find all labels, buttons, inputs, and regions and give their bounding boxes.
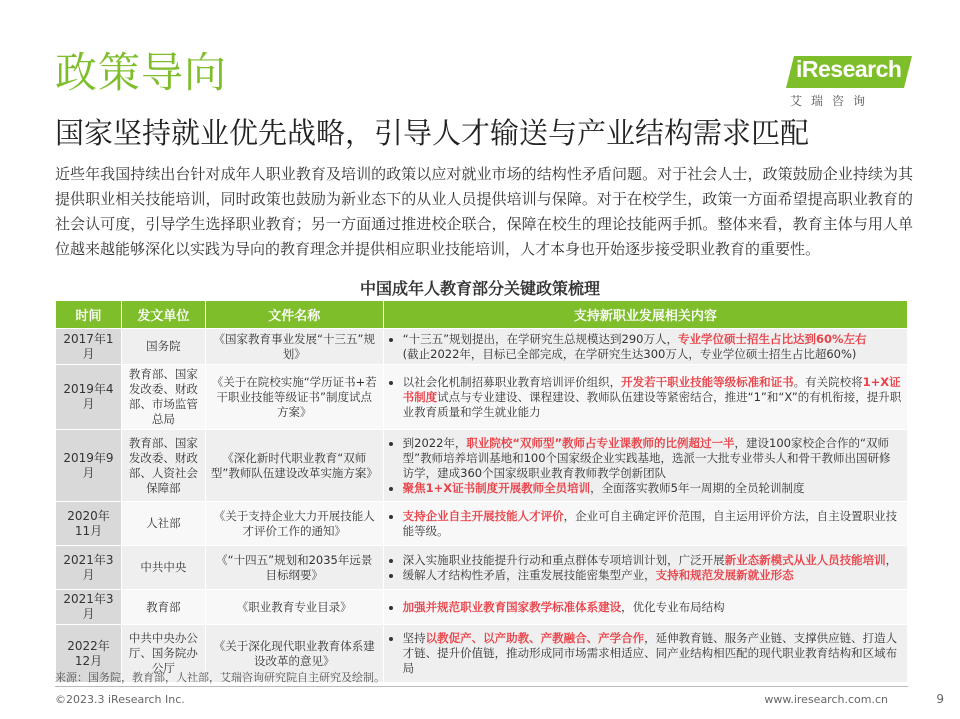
content-bullet: • 到2022年，职业院校“双师型”教师占专业课教师的比例超过一半，建设100家校企合作的“双师型”教师培养培训基地和100个国家级企业实践基地，选派一大批专业带头人和骨干教师出国研修访学，建成360个国家级职业教育教师教学创新团队	[403, 436, 902, 481]
highlight-text: 专业学位硕士招生占比达到60%左右	[678, 331, 867, 346]
table-row	[56, 546, 908, 590]
page-title: 政策导向	[55, 48, 228, 97]
highlight-text: 新业态新模式从业人员技能培训	[724, 552, 886, 567]
content-bullet: • 聚焦1+X证书制度开展教师全员培训，全面落实教师5年一周期的全员轮训制度	[403, 481, 902, 496]
highlight-text: 职业院校“双师型”教师占专业课教师的比例超过一半	[466, 435, 735, 450]
cell-unit: 中共中央	[121, 546, 205, 590]
cell-time: 2021年3月	[56, 546, 122, 590]
table-row	[56, 365, 908, 430]
header-doc: 文件名称	[205, 301, 383, 329]
footer-url: www.iresearch.com.cn	[764, 693, 888, 706]
cell-unit: 教育部、国家发改委、财政部、人资社会保障部	[121, 430, 205, 502]
highlight-text: 开发若干职业技能等级标准和证书	[621, 374, 794, 389]
cell-content	[383, 430, 907, 502]
page-subtitle: 国家坚持就业优先战略，引导人才输送与产业结构需求匹配	[55, 116, 810, 150]
policy-table	[55, 300, 908, 683]
cell-time: 2017年1月	[56, 329, 122, 365]
cell-content	[383, 329, 907, 365]
cell-content	[383, 590, 907, 625]
intro-paragraph: 近些年我国持续出台针对成年人职业教育及培训的政策以应对就业市场的结构性矛盾问题。对于社会人士，政策鼓励企业持续为其提供职业相关技能培训，同时政策也鼓励为新业态下的从业人员提供培训与保障。对于在校学生，政策一方面希望提高职业教育的社会认可度，引导学生选择职业教育；另一方面通过推进校企联合，保障在校生的理论技能两手抓。整体来看，教育主体与用人单位越来越能够深化以实践为导向的教育理念并提供相应职业技能培训，人才本身也开始逐步接受职业教育的重要性。	[55, 165, 913, 258]
cell-content	[383, 365, 907, 430]
table-row	[56, 502, 908, 546]
cell-doc: 《关于支持企业大力开展技能人才评价工作的通知》	[205, 502, 383, 546]
logo-subtext: 艾瑞咨询	[790, 94, 875, 108]
table-row	[56, 430, 908, 502]
cell-unit: 教育部	[121, 590, 205, 625]
iresearch-logo	[790, 50, 915, 110]
table-title: 中国成年人教育部分关键政策梳理	[359, 279, 600, 298]
table-header-row	[56, 301, 908, 329]
header-unit: 发文单位	[121, 301, 205, 329]
cell-content	[383, 546, 907, 590]
cell-content	[383, 502, 907, 546]
cell-doc: 《国家教育事业发展“十三五”规划》	[205, 329, 383, 365]
cell-time: 2020年11月	[56, 502, 122, 546]
header-content: 支持新职业发展相关内容	[383, 301, 907, 329]
cell-time: 2022年12月	[56, 625, 122, 683]
cell-doc: 《深化新时代职业教育“双师型”教师队伍建设改革实施方案》	[205, 430, 383, 502]
content-bullet: • 坚持以教促产、以产助教、产教融合、产学合作，延伸教育链、服务产业链、支撑供应链、打造人才链、提升价值链，推动形成同市场需求相适应、同产业结构相匹配的现代职业教育结构和区域布局	[403, 631, 902, 676]
page-number: 9	[936, 692, 944, 706]
highlight-text: 支持和规范发展新就业形态	[655, 567, 794, 582]
cell-doc: 《职业教育专业目录》	[205, 590, 383, 625]
cell-time: 2019年4月	[56, 365, 122, 430]
cell-doc: 《“十四五”规划和2035年远景目标纲要》	[205, 546, 383, 590]
content-bullet: • 支持企业自主开展技能人才评价，企业可自主确定评价范围，自主运用评价方法，自主设置职业技能等级。	[403, 509, 902, 539]
table-row	[56, 590, 908, 625]
logo-text: iResearch	[796, 56, 902, 82]
content-bullet: • 深入实施职业技能提升行动和重点群体专项培训计划，广泛开展新业态新模式从业人员技能培训，	[403, 553, 902, 568]
content-bullet: • “十三五”规划提出，在学研究生总规模达到290万人，专业学位硕士招生占比达到60%左右 (截止2022年，目标已全部完成，在学研究生达300万人，专业学位硕士招生占比超60%)	[403, 332, 902, 362]
highlight-text: 支持企业自主开展技能人才评价	[402, 508, 564, 523]
highlight-text: 加强并规范职业教育国家教学标准体系建设	[402, 599, 622, 614]
cell-doc: 《关于深化现代职业教育体系建设改革的意见》	[205, 625, 383, 683]
highlight-text: 聚焦1+X证书制度开展教师全员培训	[402, 480, 591, 495]
cell-unit: 国务院	[121, 329, 205, 365]
source-note: 来源：国务院，教育部，人社部，艾瑞咨询研究院自主研究及绘制。	[55, 671, 385, 684]
highlight-text: 1+X证书制度	[402, 374, 901, 404]
header-time: 时间	[56, 301, 122, 329]
highlight-text: 以教促产、以产助教、产教融合、产学合作	[425, 631, 645, 645]
cell-time: 2019年9月	[56, 430, 122, 502]
cell-unit: 人社部	[121, 502, 205, 546]
cell-unit: 中共中央办公厅、国务院办公厅	[121, 625, 205, 683]
content-bullet: • 以社会化机制招募职业教育培训评价组织，开发若干职业技能等级标准和证书。有关院校将1+X证书制度试点与专业建设、课程建设、教师队伍建设等紧密结合，推进“1”和“X”的有机衔接，提升职业教育质量和学生就业能力	[403, 375, 902, 420]
footer-divider	[55, 686, 908, 687]
content-bullet: • 加强并规范职业教育国家教学标准体系建设，优化专业布局结构	[403, 600, 902, 615]
cell-doc: 《关于在院校实施“学历证书+若干职业技能等级证书”制度试点方案》	[205, 365, 383, 430]
cell-content	[383, 625, 907, 683]
cell-time: 2021年3月	[56, 590, 122, 625]
table-row	[56, 329, 908, 365]
content-bullet: • 缓解人才结构性矛盾，注重发展技能密集型产业，支持和规范发展新就业形态	[403, 568, 902, 583]
footer-copyright: ©2023.3 iResearch Inc.	[55, 693, 185, 706]
cell-unit: 教育部、国家发改委、财政部、市场监管总局	[121, 365, 205, 430]
